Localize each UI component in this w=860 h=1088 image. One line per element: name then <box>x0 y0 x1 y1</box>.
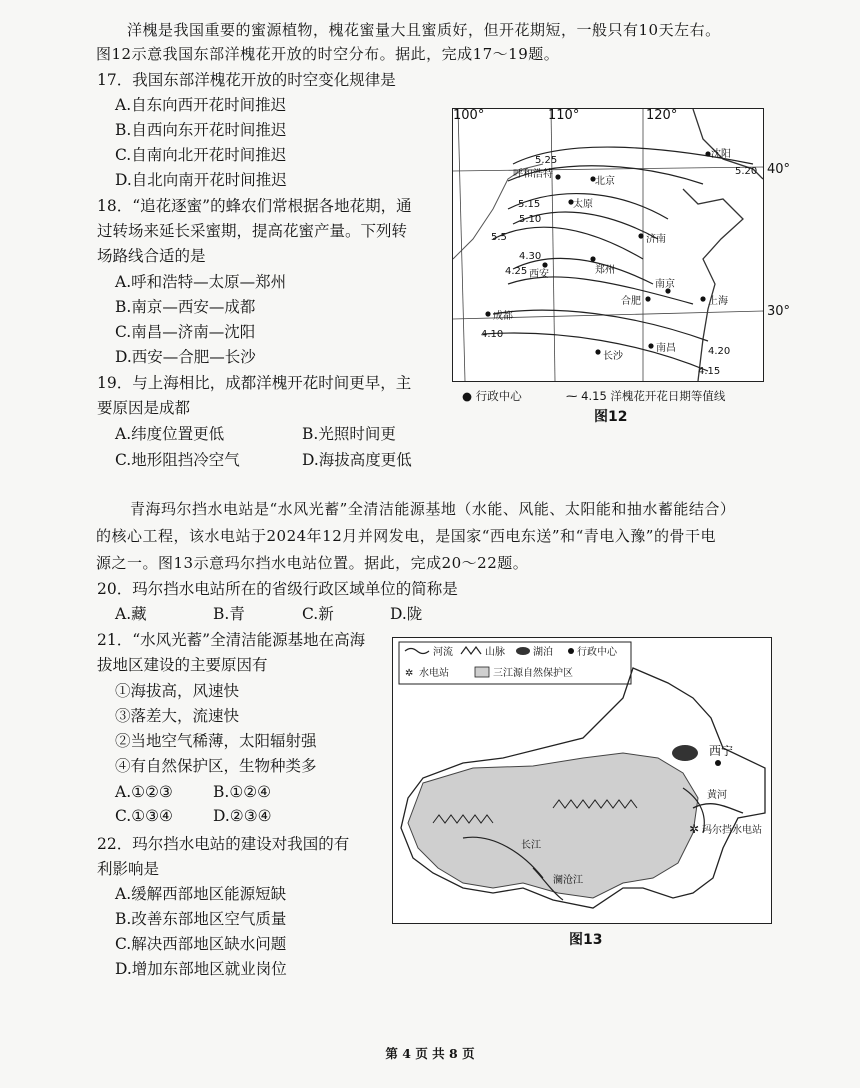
q21-item-1: ①海拔高，风速快 <box>115 682 240 700</box>
legend-river: 河流 <box>433 647 453 658</box>
xining-marker <box>715 760 721 766</box>
city-changsha: 长沙 <box>603 351 623 362</box>
q18-option-b[interactable]: B.南京—西安—成都 <box>115 298 256 316</box>
figure-13-svg <box>393 638 771 923</box>
q21-stem-2: 拔地区建设的主要原因有 <box>97 656 268 674</box>
intro2-line2: 的核心工程，该水电站于2024年12月并网发电，是国家“西电东送”和“青电入豫”的骨干电 <box>96 527 716 545</box>
legend-mountain: 山脉 <box>485 647 505 658</box>
q20-option-a[interactable]: A.藏 <box>115 605 147 623</box>
q22-option-c[interactable]: C.解决西部地区缺水问题 <box>115 935 287 953</box>
q18-stem-2: 过转场来延长采蜜期，提高花蜜产量。下列转 <box>97 222 408 240</box>
lake-legend-icon <box>516 647 530 655</box>
city-huhehaote: 呼和浩特 <box>513 169 553 180</box>
intro2-line3: 源之一。图13示意玛尔挡水电站位置。据此，完成20～22题。 <box>96 554 529 572</box>
q22-option-d[interactable]: D.增加东部地区就业岗位 <box>115 960 287 978</box>
q18-option-d[interactable]: D.西安—合肥—长沙 <box>115 348 256 366</box>
capital-legend-icon <box>568 648 574 654</box>
q19-option-c[interactable]: C.地形阻挡冷空气 <box>115 451 240 469</box>
city-jinan: 济南 <box>646 234 666 245</box>
yangtze-label: 长江 <box>521 840 541 851</box>
q20-option-d[interactable]: D.陇 <box>390 605 423 623</box>
lat-label-30: 30° <box>767 304 791 319</box>
fig12-legend-isoline-label: 4.15 洋槐花开花日期等值线 <box>581 389 726 403</box>
fig12-legend-city-label: 行政中心 <box>475 389 522 403</box>
hydro-station-label: 玛尔挡水电站 <box>702 825 762 836</box>
city-taiyuan: 太原 <box>573 199 593 210</box>
q21-option-d[interactable]: D.②③④ <box>213 807 272 825</box>
q19-stem-1: 19．与上海相比，成都洋槐开花时间更早，主 <box>97 374 412 392</box>
fig12-caption: 图12 <box>594 409 628 425</box>
legend-capital: 行政中心 <box>577 647 617 658</box>
yellow-river-label: 黄河 <box>707 790 727 801</box>
figure-12-svg <box>453 109 763 381</box>
q19-option-b[interactable]: B.光照时间更 <box>302 425 396 443</box>
legend-reserve: 三江源自然保护区 <box>493 668 573 679</box>
lon-label-120: 120° <box>646 109 678 123</box>
q20-option-c[interactable]: C.新 <box>302 605 334 623</box>
reserve-legend-icon <box>475 667 489 677</box>
fig13-caption: 图13 <box>569 932 603 948</box>
city-chengdu: 成都 <box>493 311 513 322</box>
fig12-legend-isoline: ⁓ 4.15 洋槐花开花日期等值线 <box>566 389 726 403</box>
hydro-legend-icon: ✲ <box>405 668 414 679</box>
city-xian: 西安 <box>529 269 549 280</box>
isoline-label-525: 5.25 <box>535 155 558 166</box>
city-hefei: 合肥 <box>621 296 641 307</box>
legend-hydro: 水电站 <box>419 668 449 679</box>
city-beijing: 北京 <box>595 176 615 187</box>
lon-label-110: 110° <box>548 109 580 123</box>
city-zhengzhou: 郑州 <box>595 265 615 276</box>
city-shenyang: 沈阳 <box>711 149 731 160</box>
q19-option-d[interactable]: D.海拔高度更低 <box>302 451 412 469</box>
isoline-label-510: 5.10 <box>519 214 542 225</box>
q21-item-2: ②当地空气稀薄，太阳辐射强 <box>115 732 317 750</box>
isoline-label-425: 4.25 <box>505 266 528 277</box>
city-nanchang: 南昌 <box>656 343 676 354</box>
isoline-label-515: 5.15 <box>518 199 541 210</box>
city-nanjing: 南京 <box>655 279 675 290</box>
q18-stem-1: 18．“追花逐蜜”的蜂农们常根据各地花期，通 <box>97 197 412 215</box>
figure-12-map <box>452 108 764 382</box>
q21-item-3: ③落差大，流速快 <box>115 707 240 725</box>
q21-option-b[interactable]: B.①②④ <box>213 783 272 801</box>
intro1-line1: 洋槐是我国重要的蜜源植物，槐花蜜量大且蜜质好，但开花期短，一般只有10天左右。 <box>127 21 721 39</box>
q17-option-a[interactable]: A.自东向西开花时间推迟 <box>115 96 287 114</box>
city-shanghai: 上海 <box>708 296 728 307</box>
q21-item-4: ④有自然保护区，生物种类多 <box>115 757 317 775</box>
q17-option-b[interactable]: B.自西向东开花时间推迟 <box>115 121 287 139</box>
figure-13-map <box>392 637 772 924</box>
q18-option-c[interactable]: C.南昌—济南—沈阳 <box>115 323 256 341</box>
q21-option-a[interactable]: A.①②③ <box>115 783 173 801</box>
lat-label-40: 40° <box>767 162 791 177</box>
isoline-label-420: 4.20 <box>708 346 731 357</box>
q21-option-c[interactable]: C.①③④ <box>115 807 173 825</box>
q17-option-c[interactable]: C.自南向北开花时间推迟 <box>115 146 287 164</box>
hydro-station-icon: ✲ <box>689 822 700 836</box>
intro2-line1: 青海玛尔挡水电站是“水风光蓄”全清洁能源基地（水能、风能、太阳能和抽水蓄能结合） <box>130 500 736 518</box>
isoline-label-55: 5.5 <box>491 232 507 243</box>
legend-lake: 湖泊 <box>533 647 553 658</box>
q18-stem-3: 场路线合适的是 <box>97 247 206 265</box>
q19-option-a[interactable]: A.纬度位置更低 <box>115 425 225 443</box>
q22-option-a[interactable]: A.缓解西部地区能源短缺 <box>115 885 287 903</box>
isoline-label-410: 4.10 <box>481 329 504 340</box>
qinghai-lake <box>672 745 698 761</box>
q20-stem: 20．玛尔挡水电站所在的省级行政区域单位的简称是 <box>97 580 458 598</box>
isoline-label-415: 4.15 <box>698 366 721 377</box>
q17-stem: 17．我国东部洋槐花开放的时空变化规律是 <box>97 71 396 89</box>
q21-stem-1: 21．“水风光蓄”全清洁能源基地在高海 <box>97 631 366 649</box>
lancang-label: 澜沧江 <box>553 875 583 886</box>
xining-label: 西宁 <box>709 744 734 758</box>
q22-option-b[interactable]: B.改善东部地区空气质量 <box>115 910 287 928</box>
intro1-line2: 图12示意我国东部洋槐花开放的时空分布。据此，完成17～19题。 <box>96 45 560 63</box>
q22-stem-1: 22．玛尔挡水电站的建设对我国的有 <box>97 835 350 853</box>
q22-stem-2: 利影响是 <box>97 860 160 878</box>
fig12-legend-city: ● 行政中心 <box>462 389 522 403</box>
isoline-label-520: 5.20 <box>735 166 758 177</box>
q20-option-b[interactable]: B.青 <box>213 605 245 623</box>
isoline-label-430: 4.30 <box>519 251 542 262</box>
q18-option-a[interactable]: A.呼和浩特—太原—郑州 <box>115 273 287 291</box>
lon-label-100: 100° <box>453 109 485 123</box>
page-footer: 第 4 页 共 8 页 <box>385 1046 475 1061</box>
q17-option-d[interactable]: D.自北向南开花时间推迟 <box>115 171 287 189</box>
q19-stem-2: 要原因是成都 <box>97 399 191 417</box>
